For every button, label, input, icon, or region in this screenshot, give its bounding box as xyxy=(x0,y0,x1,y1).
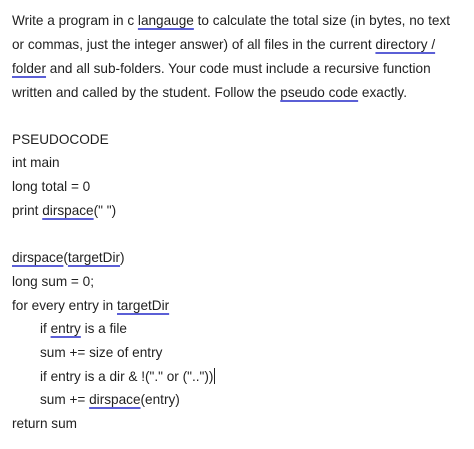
prompt-line-3 xyxy=(12,60,431,78)
pseudocode-heading: PSEUDOCODE xyxy=(12,132,109,147)
code-line-sum-rec xyxy=(40,391,180,409)
code-line-main: int main xyxy=(12,155,60,170)
code-line-sum: long sum = 0; xyxy=(12,274,94,289)
spellcheck-word[interactable]: targetDir xyxy=(117,298,170,313)
spellcheck-word[interactable]: targetDir xyxy=(67,250,121,265)
code-text: (" ") xyxy=(93,203,117,218)
code-text: sum += xyxy=(40,392,90,407)
code-text: (entry) xyxy=(140,392,180,407)
code-text: if entry is a dir & !("." or ("..")) xyxy=(40,369,214,384)
code-line-return: return sum xyxy=(12,416,77,431)
prompt-text: Write a program in c xyxy=(12,13,138,28)
code-text: ) xyxy=(120,250,125,265)
code-text: print xyxy=(12,203,43,218)
spellcheck-word[interactable]: langauge xyxy=(137,13,194,28)
spellcheck-word[interactable]: dirspace xyxy=(89,392,141,407)
spellcheck-word[interactable]: pseudo code xyxy=(280,85,359,100)
spellcheck-word[interactable]: dirspace xyxy=(42,203,94,218)
code-line-total: long total = 0 xyxy=(12,179,91,194)
code-line-if-file xyxy=(40,320,127,338)
prompt-text: to calculate the total size (in bytes, no text xyxy=(193,13,451,28)
code-text: for every entry in xyxy=(12,298,118,313)
spellcheck-word[interactable]: directory / xyxy=(375,37,436,52)
code-text: ( xyxy=(63,250,68,265)
prompt-text: or commas, just the integer answer) of all files in the current xyxy=(12,37,376,52)
prompt-text: exactly. xyxy=(358,85,407,100)
spellcheck-word[interactable]: dirspace xyxy=(12,250,64,265)
code-line-func xyxy=(12,249,125,267)
prompt-line-1 xyxy=(12,12,450,30)
code-line-sum-add: sum += size of entry xyxy=(40,345,163,360)
code-line-for xyxy=(12,297,169,315)
prompt-line-2 xyxy=(12,36,435,54)
prompt-text: written and called by the student. Follow the xyxy=(12,85,281,100)
spellcheck-word[interactable]: folder xyxy=(12,61,47,76)
prompt-line-4 xyxy=(12,84,407,102)
spellcheck-word[interactable]: entry xyxy=(50,321,81,336)
code-text: is a file xyxy=(80,321,127,336)
code-text: if xyxy=(40,321,51,336)
text-cursor xyxy=(214,368,215,384)
code-line-print xyxy=(12,202,116,220)
code-line-if-dir xyxy=(40,368,215,386)
prompt-text: and all sub-folders. Your code must include a recursive function xyxy=(46,61,431,76)
